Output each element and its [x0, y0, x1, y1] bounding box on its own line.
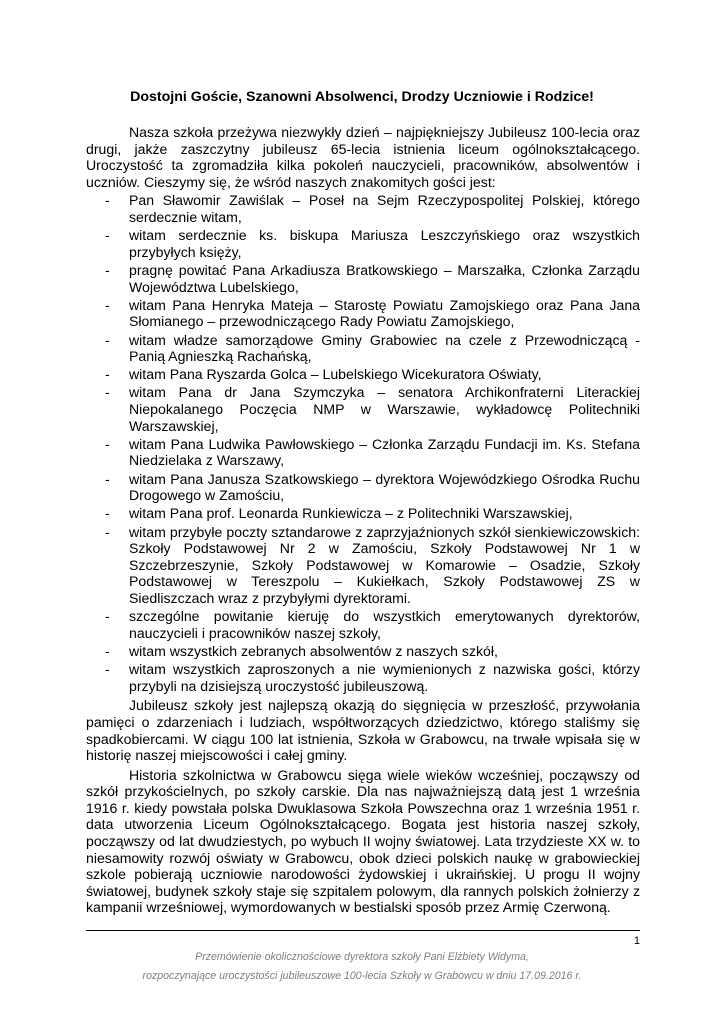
list-item — [86, 192, 640, 225]
list-item — [86, 661, 640, 694]
page-footer — [60, 948, 664, 986]
history-paragraph: Historia szkolnictwa w Grabowcu sięga wiele wieków wcześniej, począwszy od szkół przykościelnych, po szkoły carskie. Dla nas najważniejszą datą jest 1 września 1916 r. kiedy powstała polska Dwuklasowa Szkoła Powszechna oraz 1 września 1951 r. data utworzenia Liceum Ogólnokształcącego. Bogata jest historia naszej szkoły, począwszy od lat dwudziestych, po wybuch II wojny światowej. Lata trzydzieste XX w. to niesamowity rozwój oświaty w Grabowcu, obok dzieci polskich naukę w grabowieckiej szkole pobierają uczniowie narodowości żydowskiej i ukraińskiej. U progu II wojny światowej, budynek szkoły staje się szpitalem polowym, dla rannych polskich żołnierzy z kampanii wrześniowej, wymordowanych w bestialski sposób przez Armię Czerwoną. — [86, 766, 640, 916]
guest-text: witam Pana Henryka Mateja – Starostę Powiatu Zamojskiego oraz Pana Jana Słomianego – przewodniczącego Rady Powiatu Zamojskiego, — [129, 296, 640, 330]
guest-text: szczególne powitanie kieruję do wszystkich emerytowanych dyrektorów, nauczycieli i pracowników naszej szkoły, — [129, 608, 640, 641]
list-item — [86, 505, 640, 522]
bullet-dash: - — [105, 366, 110, 383]
guest-text: witam Pana prof. Leonarda Runkiewicza – z Politechniki Warszawskiej, — [129, 505, 573, 522]
list-item — [86, 608, 640, 641]
bullet-dash: - — [105, 192, 110, 209]
guest-text: witam Pana dr Jana Szymczyka – senatora Archikonfraterni Literackiej Niepokalanego Poczęcia NMP w Warszawie, wykładowcę Politechniki Warszawskiej, — [129, 384, 640, 434]
list-item — [86, 471, 640, 504]
bullet-dash: - — [105, 261, 110, 278]
bullet-dash: - — [105, 384, 110, 401]
guest-text: witam wszystkich zaproszonych a nie wymienionych z nazwiska gości, którzy przybyli na dzisiejszą uroczystość jubileuszową. — [129, 661, 640, 694]
bullet-dash: - — [105, 296, 110, 313]
bullet-dash: - — [105, 435, 110, 452]
bullet-dash: - — [105, 608, 110, 625]
guest-text: witam serdecznie ks. biskupa Mariusza Leszczyńskiego oraz wszystkich przybyłych księży, — [129, 227, 640, 260]
guest-list — [86, 192, 640, 694]
guest-text: witam władze samorządowe Gminy Grabowiec na czele z Przewodniczącą - Panią Agnieszką Rachańską, — [129, 331, 640, 365]
footer-line-1: Przemówienie okolicznościowe dyrektora szkoły Pani Elżbiety Widyma, — [195, 951, 529, 963]
list-item — [86, 384, 640, 434]
bullet-dash: - — [105, 470, 110, 487]
footer-line-2: rozpoczynające uroczystości jubileuszowe 100-lecia Szkoły w Grabowcu w dniu 17.09.2016 r. — [142, 970, 582, 982]
list-item — [86, 524, 640, 607]
bullet-dash: - — [105, 642, 110, 659]
guest-text: pragnę powitać Pana Arkadiusza Bratkowskiego – Marszałka, Członka Zarządu Województwa Lubelskiego, — [129, 261, 640, 295]
guest-text: witam przybyłe poczty sztandarowe z zaprzyjaźnionych szkół sienkiewiczowskich: Szkoły Podstawowej Nr 2 w Zamościu, Szkoły Podstawowej Nr 1 w Szczebrzeszynie, Szkoły Podstawowej w Komarowie – Osadzie, Szkoły Podstawowej w Tereszpolu – Kukiełkach, Szkoły Podstawowej ZS w Siedliszczach wraz z przybyłymi dyrektorami. — [129, 523, 640, 606]
bullet-dash: - — [105, 331, 110, 348]
page-number: 1 — [633, 935, 640, 947]
guest-text: witam Pana Ryszarda Golca – Lubelskiego Wicekuratora Oświaty, — [129, 366, 542, 383]
guest-text: witam Pana Ludwika Pawłowskiego – Członka Zarządu Fundacji im. Ks. Stefana Niedzielaka z Warszawy, — [129, 435, 640, 469]
bullet-dash: - — [105, 661, 110, 678]
list-item — [86, 436, 640, 469]
intro-paragraph: Nasza szkoła przeżywa niezwykły dzień – najpiękniejszy Jubileusz 100-lecia oraz drugi, jakże zaszczytny jubileusz 65-lecia istnienia liceum ogólnokształcącego. Uroczystość ta zgromadziła kilka pokoleń nauczycieli, pracowników, absolwentów i uczniów. Cieszymy się, że wśród naszych znakomitych gości jest: — [86, 124, 640, 190]
bullet-dash: - — [105, 227, 110, 244]
list-item — [86, 262, 640, 295]
list-item — [86, 643, 640, 660]
list-item — [86, 366, 640, 383]
list-item — [86, 297, 640, 330]
guest-text: Pan Sławomir Zawiślak – Poseł na Sejm Rzeczypospolitej Polskiej, którego serdecznie witam, — [129, 192, 640, 225]
list-item — [86, 332, 640, 365]
bullet-dash: - — [105, 523, 110, 540]
jubilee-paragraph: Jubileusz szkoły jest najlepszą okazją do sięgnięcia w przeszłość, przywołania pamięci o zdarzeniach i ludziach, współtworzących dziedzictwo, którego staliśmy się spadkobiercami. W ciągu 100 lat istnienia, Szkoła w Grabowcu, na trwałe wpisała się w historię naszej miejscowości i całej gminy. — [86, 697, 640, 764]
bullet-dash: - — [105, 505, 110, 522]
guest-text: witam wszystkich zebranych absolwentów z naszych szkół, — [129, 642, 498, 659]
speech-body — [86, 124, 640, 916]
footer-divider — [86, 930, 640, 931]
guest-text: witam Pana Janusza Szatkowskiego – dyrektora Wojewódzkiego Ośrodka Ruchu Drogowego w Zamościu, — [129, 470, 640, 504]
speech-heading: Dostojni Goście, Szanowni Absolwenci, Drodzy Uczniowie i Rodzice! — [130, 89, 594, 105]
list-item — [86, 227, 640, 260]
